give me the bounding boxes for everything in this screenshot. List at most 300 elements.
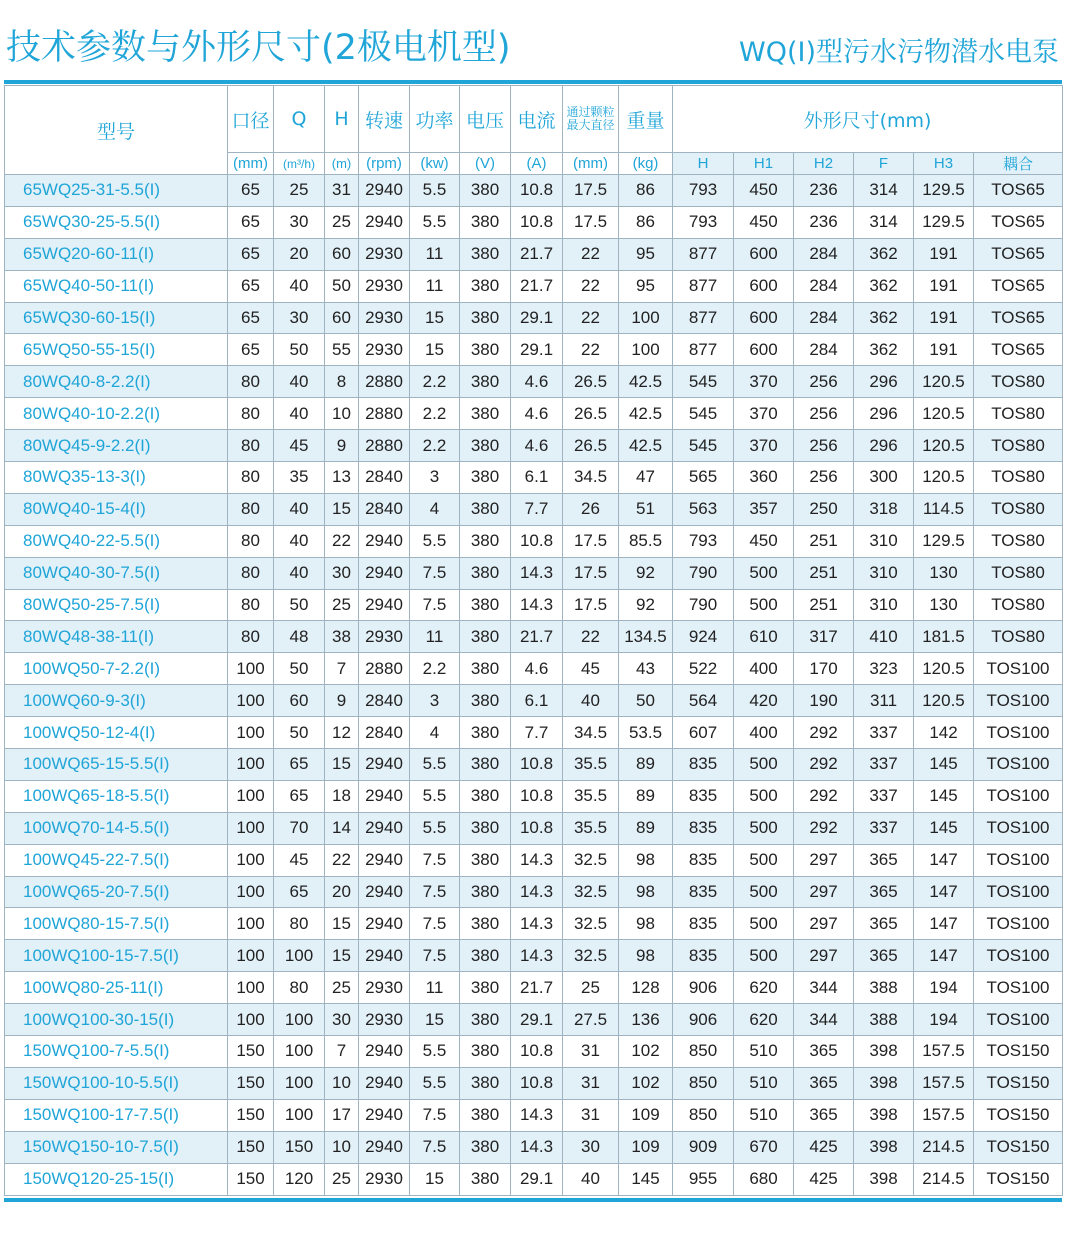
table-cell: 22 xyxy=(325,844,359,876)
table-row xyxy=(5,302,1063,334)
table-cell: 4.6 xyxy=(511,653,563,685)
table-cell: 194 xyxy=(914,972,974,1004)
table-cell: 145 xyxy=(619,1163,673,1195)
table-cell: 2840 xyxy=(359,717,410,749)
table-cell: 157.5 xyxy=(914,1099,974,1131)
unit-speed: (rpm) xyxy=(359,153,410,175)
unit-voltage: (V) xyxy=(460,153,511,175)
table-cell: 7.5 xyxy=(410,589,460,621)
table-cell: 92 xyxy=(619,557,673,589)
table-cell: 98 xyxy=(619,940,673,972)
table-cell: 191 xyxy=(914,238,974,270)
table-cell: 2940 xyxy=(359,780,410,812)
table-cell: 15 xyxy=(325,908,359,940)
dim-header-coupling: 耦合 xyxy=(974,153,1063,175)
table-cell: 14.3 xyxy=(511,876,563,908)
table-cell: 145 xyxy=(914,780,974,812)
table-row xyxy=(5,589,1063,621)
table-cell: 42.5 xyxy=(619,430,673,462)
table-cell: 380 xyxy=(460,1099,511,1131)
unit-caliber: (mm) xyxy=(228,153,274,175)
table-cell: 17.5 xyxy=(563,206,619,238)
table-cell: 380 xyxy=(460,717,511,749)
table-cell: 2940 xyxy=(359,844,410,876)
table-cell: TOS100 xyxy=(974,685,1063,717)
table-cell: 100 xyxy=(228,1004,274,1036)
table-row xyxy=(5,621,1063,653)
table-cell: 120.5 xyxy=(914,462,974,494)
table-cell: 500 xyxy=(734,749,794,781)
table-cell: 250 xyxy=(794,493,854,525)
table-cell: 500 xyxy=(734,589,794,621)
table-cell: 380 xyxy=(460,334,511,366)
table-cell: 150 xyxy=(228,1099,274,1131)
table-cell: 600 xyxy=(734,334,794,366)
table-cell: 607 xyxy=(673,717,734,749)
table-cell: 150 xyxy=(228,1067,274,1099)
table-cell: 380 xyxy=(460,175,511,207)
model-cell: 100WQ100-30-15(I) xyxy=(5,1004,228,1036)
table-cell: 31 xyxy=(563,1099,619,1131)
footer-rule xyxy=(4,1198,1062,1202)
table-cell: 380 xyxy=(460,844,511,876)
table-cell: 370 xyxy=(734,366,794,398)
table-cell: 877 xyxy=(673,270,734,302)
table-cell: 35.5 xyxy=(563,780,619,812)
table-cell: 670 xyxy=(734,1131,794,1163)
table-cell: 370 xyxy=(734,430,794,462)
table-cell: 600 xyxy=(734,302,794,334)
table-cell: 32.5 xyxy=(563,940,619,972)
table-cell: 2840 xyxy=(359,493,410,525)
table-cell: 40 xyxy=(563,685,619,717)
table-cell: 357 xyxy=(734,493,794,525)
table-cell: 563 xyxy=(673,493,734,525)
table-cell: 292 xyxy=(794,812,854,844)
table-cell: 14.3 xyxy=(511,844,563,876)
table-cell: 40 xyxy=(274,270,325,302)
table-cell: 236 xyxy=(794,175,854,207)
table-cell: TOS80 xyxy=(974,493,1063,525)
table-row xyxy=(5,238,1063,270)
table-cell: 256 xyxy=(794,366,854,398)
table-cell: 147 xyxy=(914,844,974,876)
table-cell: 2940 xyxy=(359,1099,410,1131)
table-row xyxy=(5,1131,1063,1163)
table-cell: 45 xyxy=(563,653,619,685)
table-cell: 284 xyxy=(794,270,854,302)
table-cell: TOS65 xyxy=(974,302,1063,334)
page-subtitle: WQ(Ⅰ)型污水污物潜水电泵 xyxy=(739,37,1059,68)
table-cell: 45 xyxy=(274,430,325,462)
table-row xyxy=(5,749,1063,781)
table-row xyxy=(5,1163,1063,1195)
table-cell: 17 xyxy=(325,1099,359,1131)
table-cell: 15 xyxy=(410,334,460,366)
table-cell: 2930 xyxy=(359,1004,410,1036)
table-cell: 100 xyxy=(228,717,274,749)
table-cell: 100 xyxy=(274,1099,325,1131)
table-cell: 5.5 xyxy=(410,525,460,557)
table-cell: 835 xyxy=(673,812,734,844)
header-power: 功率 xyxy=(410,86,460,153)
table-cell: 365 xyxy=(794,1067,854,1099)
table-cell: 10.8 xyxy=(511,812,563,844)
table-cell: 15 xyxy=(410,1163,460,1195)
table-cell: 14.3 xyxy=(511,908,563,940)
table-cell: 522 xyxy=(673,653,734,685)
table-cell: 292 xyxy=(794,780,854,812)
table-row xyxy=(5,940,1063,972)
table-cell: 11 xyxy=(410,238,460,270)
table-cell: 70 xyxy=(274,812,325,844)
table-cell: 877 xyxy=(673,238,734,270)
header-rule xyxy=(4,80,1062,84)
table-cell: 100 xyxy=(228,812,274,844)
table-cell: 17.5 xyxy=(563,589,619,621)
table-cell: 300 xyxy=(854,462,914,494)
table-cell: 43 xyxy=(619,653,673,685)
table-cell: 2940 xyxy=(359,940,410,972)
header-speed: 转速 xyxy=(359,86,410,153)
table-cell: 120.5 xyxy=(914,366,974,398)
table-cell: 793 xyxy=(673,175,734,207)
table-cell: 500 xyxy=(734,940,794,972)
model-cell: 100WQ65-15-5.5(I) xyxy=(5,749,228,781)
table-cell: 7 xyxy=(325,1036,359,1068)
table-cell: 65 xyxy=(274,749,325,781)
table-row xyxy=(5,462,1063,494)
table-cell: 9 xyxy=(325,685,359,717)
table-cell: 251 xyxy=(794,525,854,557)
table-cell: 147 xyxy=(914,908,974,940)
table-cell: 51 xyxy=(619,493,673,525)
table-cell: 2940 xyxy=(359,557,410,589)
table-cell: 2930 xyxy=(359,302,410,334)
table-cell: 2840 xyxy=(359,685,410,717)
header-particle: 通过颗粒最大直径 xyxy=(563,86,619,153)
table-cell: 80 xyxy=(228,493,274,525)
table-cell: 545 xyxy=(673,430,734,462)
table-cell: 129.5 xyxy=(914,525,974,557)
table-cell: 500 xyxy=(734,908,794,940)
table-cell: 150 xyxy=(274,1131,325,1163)
table-cell: 380 xyxy=(460,876,511,908)
table-cell: 5.5 xyxy=(410,175,460,207)
table-cell: 380 xyxy=(460,685,511,717)
table-cell: 793 xyxy=(673,525,734,557)
table-cell: 157.5 xyxy=(914,1067,974,1099)
table-cell: 60 xyxy=(325,302,359,334)
table-cell: 6.1 xyxy=(511,462,563,494)
table-cell: 297 xyxy=(794,876,854,908)
spec-table xyxy=(4,85,1063,1196)
model-cell: 80WQ35-13-3(I) xyxy=(5,462,228,494)
table-cell: 150 xyxy=(228,1163,274,1195)
table-cell: 6.1 xyxy=(511,685,563,717)
table-cell: 410 xyxy=(854,621,914,653)
table-cell: TOS150 xyxy=(974,1036,1063,1068)
model-cell: 80WQ40-10-2.2(I) xyxy=(5,398,228,430)
dim-header-h1: H1 xyxy=(734,153,794,175)
table-cell: 2.2 xyxy=(410,430,460,462)
table-cell: 835 xyxy=(673,780,734,812)
table-cell: 35.5 xyxy=(563,749,619,781)
table-cell: 170 xyxy=(794,653,854,685)
table-cell: 100 xyxy=(274,1036,325,1068)
table-cell: 65 xyxy=(274,780,325,812)
table-cell: 256 xyxy=(794,398,854,430)
table-cell: 850 xyxy=(673,1099,734,1131)
table-cell: 34.5 xyxy=(563,462,619,494)
table-cell: 2940 xyxy=(359,1131,410,1163)
header-voltage: 电压 xyxy=(460,86,511,153)
dim-header-f: F xyxy=(854,153,914,175)
model-cell: 65WQ25-31-5.5(I) xyxy=(5,175,228,207)
table-cell: 5.5 xyxy=(410,749,460,781)
table-cell: 380 xyxy=(460,270,511,302)
table-cell: 100 xyxy=(228,844,274,876)
model-cell: 80WQ40-30-7.5(I) xyxy=(5,557,228,589)
table-cell: 100 xyxy=(228,749,274,781)
table-cell: 22 xyxy=(325,525,359,557)
table-cell: 906 xyxy=(673,972,734,1004)
table-cell: TOS100 xyxy=(974,812,1063,844)
table-row xyxy=(5,812,1063,844)
table-cell: 2940 xyxy=(359,908,410,940)
table-cell: 2930 xyxy=(359,1163,410,1195)
table-cell: 10 xyxy=(325,1131,359,1163)
table-cell: 5.5 xyxy=(410,1067,460,1099)
table-row xyxy=(5,1067,1063,1099)
table-cell: 35.5 xyxy=(563,812,619,844)
table-cell: 100 xyxy=(274,940,325,972)
table-cell: 4.6 xyxy=(511,366,563,398)
table-cell: 835 xyxy=(673,844,734,876)
table-cell: 22 xyxy=(563,334,619,366)
table-cell: 790 xyxy=(673,557,734,589)
model-cell: 80WQ40-8-2.2(I) xyxy=(5,366,228,398)
table-cell: 620 xyxy=(734,972,794,1004)
table-cell: 365 xyxy=(854,844,914,876)
model-cell: 80WQ50-25-7.5(I) xyxy=(5,589,228,621)
table-cell: TOS100 xyxy=(974,1004,1063,1036)
table-cell: 40 xyxy=(274,398,325,430)
table-cell: 5.5 xyxy=(410,206,460,238)
table-cell: 2.2 xyxy=(410,398,460,430)
table-row xyxy=(5,685,1063,717)
table-cell: 425 xyxy=(794,1131,854,1163)
table-cell: 65 xyxy=(274,876,325,908)
table-cell: TOS80 xyxy=(974,366,1063,398)
table-cell: 31 xyxy=(563,1067,619,1099)
table-cell: 191 xyxy=(914,302,974,334)
table-cell: 20 xyxy=(274,238,325,270)
table-cell: 2930 xyxy=(359,334,410,366)
model-cell: 100WQ80-25-11(I) xyxy=(5,972,228,1004)
table-cell: 909 xyxy=(673,1131,734,1163)
table-cell: TOS100 xyxy=(974,653,1063,685)
table-cell: 29.1 xyxy=(511,302,563,334)
table-cell: 80 xyxy=(228,557,274,589)
model-cell: 80WQ48-38-11(I) xyxy=(5,621,228,653)
table-cell: 362 xyxy=(854,334,914,366)
table-cell: 145 xyxy=(914,749,974,781)
table-row xyxy=(5,398,1063,430)
table-cell: 65 xyxy=(228,175,274,207)
table-cell: 120.5 xyxy=(914,685,974,717)
table-cell: 310 xyxy=(854,525,914,557)
model-cell: 150WQ100-10-5.5(I) xyxy=(5,1067,228,1099)
model-cell: 65WQ30-25-5.5(I) xyxy=(5,206,228,238)
table-cell: 60 xyxy=(325,238,359,270)
table-cell: 22 xyxy=(563,270,619,302)
table-row xyxy=(5,270,1063,302)
table-cell: 14.3 xyxy=(511,940,563,972)
table-cell: 29.1 xyxy=(511,1004,563,1036)
table-cell: 256 xyxy=(794,462,854,494)
table-cell: 100 xyxy=(228,653,274,685)
table-cell: 25 xyxy=(325,206,359,238)
model-cell: 100WQ80-15-7.5(I) xyxy=(5,908,228,940)
table-cell: 425 xyxy=(794,1163,854,1195)
table-cell: 365 xyxy=(854,876,914,908)
table-cell: 2930 xyxy=(359,621,410,653)
table-cell: 102 xyxy=(619,1067,673,1099)
table-cell: 4.6 xyxy=(511,398,563,430)
table-cell: 100 xyxy=(619,334,673,366)
table-cell: 380 xyxy=(460,653,511,685)
table-cell: 793 xyxy=(673,206,734,238)
table-cell: 15 xyxy=(410,1004,460,1036)
table-cell: 370 xyxy=(734,398,794,430)
table-cell: 31 xyxy=(563,1036,619,1068)
table-row xyxy=(5,1036,1063,1068)
model-cell: 100WQ60-9-3(I) xyxy=(5,685,228,717)
table-cell: 214.5 xyxy=(914,1163,974,1195)
table-cell: 388 xyxy=(854,1004,914,1036)
table-cell: 190 xyxy=(794,685,854,717)
table-cell: 360 xyxy=(734,462,794,494)
table-cell: 10.8 xyxy=(511,749,563,781)
table-cell: 50 xyxy=(274,334,325,366)
table-cell: 25 xyxy=(325,589,359,621)
unit-current: (A) xyxy=(511,153,563,175)
table-cell: 80 xyxy=(228,398,274,430)
table-cell: 34.5 xyxy=(563,717,619,749)
table-cell: 2.2 xyxy=(410,653,460,685)
table-cell: 398 xyxy=(854,1036,914,1068)
table-cell: 380 xyxy=(460,1067,511,1099)
table-cell: 314 xyxy=(854,206,914,238)
table-cell: 835 xyxy=(673,876,734,908)
table-cell: 365 xyxy=(854,940,914,972)
table-cell: 9 xyxy=(325,430,359,462)
table-cell: 2940 xyxy=(359,1036,410,1068)
table-row xyxy=(5,1099,1063,1131)
table-cell: 256 xyxy=(794,430,854,462)
table-cell: 14.3 xyxy=(511,589,563,621)
table-cell: 2840 xyxy=(359,462,410,494)
table-cell: 7.5 xyxy=(410,940,460,972)
unit-power: (kw) xyxy=(410,153,460,175)
table-cell: 500 xyxy=(734,557,794,589)
model-cell: 80WQ40-22-5.5(I) xyxy=(5,525,228,557)
table-cell: 26.5 xyxy=(563,398,619,430)
table-cell: 7.5 xyxy=(410,1131,460,1163)
table-cell: 11 xyxy=(410,621,460,653)
header-current: 电流 xyxy=(511,86,563,153)
table-cell: 32.5 xyxy=(563,908,619,940)
table-cell: TOS100 xyxy=(974,717,1063,749)
table-cell: 20 xyxy=(325,876,359,908)
header-caliber: 口径 xyxy=(228,86,274,153)
table-cell: 297 xyxy=(794,844,854,876)
model-cell: 150WQ100-7-5.5(I) xyxy=(5,1036,228,1068)
table-cell: 21.7 xyxy=(511,621,563,653)
table-cell: 29.1 xyxy=(511,1163,563,1195)
table-cell: 2940 xyxy=(359,812,410,844)
table-cell: 317 xyxy=(794,621,854,653)
table-row xyxy=(5,557,1063,589)
table-row xyxy=(5,1004,1063,1036)
table-cell: 60 xyxy=(274,685,325,717)
table-cell: 380 xyxy=(460,1131,511,1163)
table-row xyxy=(5,908,1063,940)
table-cell: 398 xyxy=(854,1131,914,1163)
table-cell: 380 xyxy=(460,749,511,781)
table-cell: 40 xyxy=(563,1163,619,1195)
table-cell: 95 xyxy=(619,270,673,302)
table-cell: 4.6 xyxy=(511,430,563,462)
page-title: 技术参数与外形尺寸(2极电机型) xyxy=(6,28,511,68)
table-cell: 450 xyxy=(734,206,794,238)
table-cell: 21.7 xyxy=(511,972,563,1004)
table-cell: 296 xyxy=(854,398,914,430)
table-cell: TOS100 xyxy=(974,940,1063,972)
table-cell: 25 xyxy=(274,175,325,207)
table-cell: 284 xyxy=(794,334,854,366)
table-cell: 296 xyxy=(854,366,914,398)
model-cell: 65WQ40-50-11(I) xyxy=(5,270,228,302)
table-cell: 92 xyxy=(619,589,673,621)
table-cell: 398 xyxy=(854,1099,914,1131)
table-cell: 65 xyxy=(228,238,274,270)
table-row xyxy=(5,844,1063,876)
table-row xyxy=(5,780,1063,812)
table-row xyxy=(5,334,1063,366)
unit-particle: (mm) xyxy=(563,153,619,175)
table-cell: 26 xyxy=(563,493,619,525)
table-cell: 31 xyxy=(325,175,359,207)
table-cell: 191 xyxy=(914,270,974,302)
table-cell: 362 xyxy=(854,270,914,302)
table-cell: 194 xyxy=(914,1004,974,1036)
table-cell: 450 xyxy=(734,525,794,557)
table-cell: 292 xyxy=(794,749,854,781)
model-cell: 100WQ65-20-7.5(I) xyxy=(5,876,228,908)
table-cell: 89 xyxy=(619,812,673,844)
table-cell: 906 xyxy=(673,1004,734,1036)
table-cell: 337 xyxy=(854,749,914,781)
table-cell: TOS80 xyxy=(974,589,1063,621)
table-cell: 362 xyxy=(854,302,914,334)
table-cell: 297 xyxy=(794,940,854,972)
table-cell: 380 xyxy=(460,557,511,589)
table-cell: TOS100 xyxy=(974,972,1063,1004)
table-cell: 86 xyxy=(619,175,673,207)
table-cell: 136 xyxy=(619,1004,673,1036)
